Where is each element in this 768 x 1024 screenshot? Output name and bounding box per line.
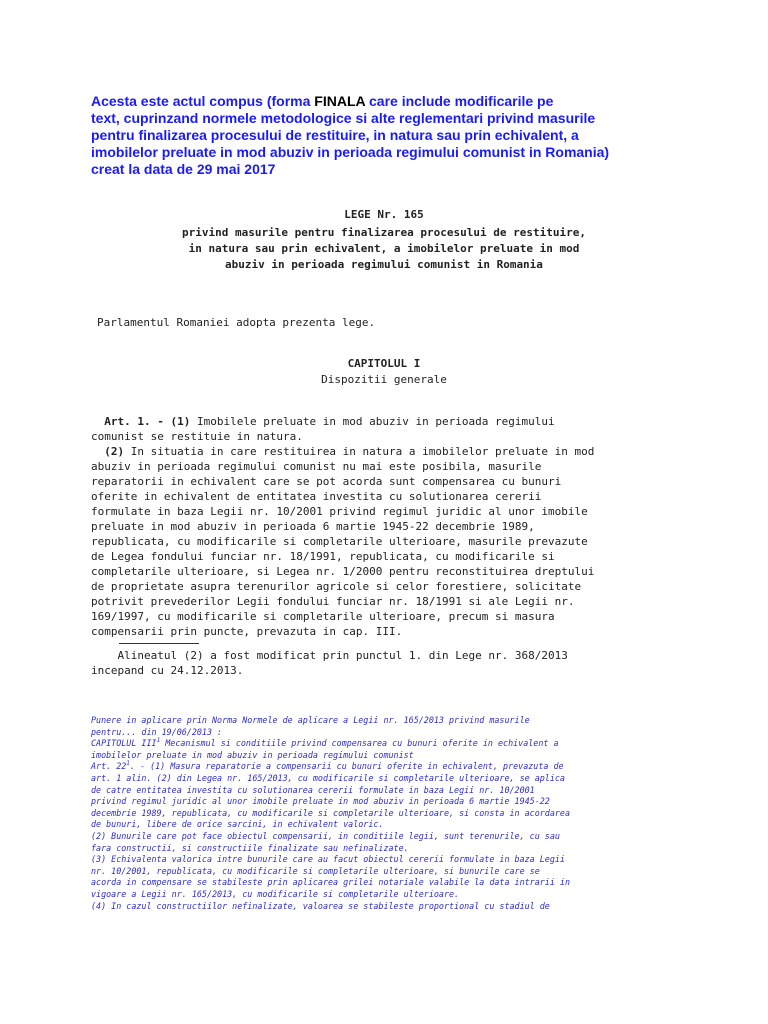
- article-1-label: Art. 1. - (1): [104, 415, 191, 428]
- annex-line: fara constructii, si constructiile finalizate sau nefinalizate.: [91, 842, 409, 853]
- intro-line: creat la data de 29 mai 2017: [91, 161, 276, 177]
- annex-line: decembrie 1989, republicata, cu modificarile si completarile ulterioare, si consta in acordarea: [91, 807, 571, 818]
- annex-article-label: Art. 22: [91, 761, 127, 772]
- annex-article-superscript: 1: [126, 760, 130, 768]
- annex-line: pentru... din 19/06/2013 :: [91, 726, 223, 737]
- law-title: LEGE Nr. 165: [344, 208, 424, 221]
- intro-line: text, cuprinzand normele metodologice si alte reglementari privind masurile: [91, 110, 596, 126]
- annex-line: (3) Echivalenta valorica intre bunurile care au facut obiectul cererii formulate in baza Legii: [91, 854, 565, 865]
- law-subtitle-line: abuziv in perioada regimului comunist in Romania: [225, 258, 543, 271]
- annex-chapter-label: CAPITOLUL III: [91, 738, 157, 749]
- law-subtitle-line: in natura sau prin echivalent, a imobilelor preluate in mod: [188, 242, 580, 255]
- article-1-line: completarile ulterioare, si Legea nr. 1/2000 pentru reconstituirea dreptului: [91, 565, 595, 578]
- paragraph-2-text: In situatia in care restituirea in natura a imobilelor preluate in mod: [124, 445, 595, 458]
- article-1-line: reparatorii in echivalent care se pot acorda sunt compensarea cu bunuri: [91, 475, 562, 488]
- amendment-note-line: incepand cu 24.12.2013.: [91, 664, 244, 677]
- intro-heading: [91, 93, 691, 178]
- annex-line: (4) In cazul constructiilor nefinalizate, valoarea se stabileste proportional cu stadiul de: [91, 900, 550, 911]
- intro-accent-word: FINALA: [314, 93, 366, 109]
- annex-line: imobilelor preluate in mod abuziv in perioada regimului comunist: [91, 749, 414, 760]
- article-1-line: preluate in mod abuziv in perioada 6 martie 1945-22 decembrie 1989,: [91, 520, 535, 533]
- chapter-title: CAPITOLUL I: [347, 357, 421, 370]
- annex-line: Punere in aplicare prin Norma Normele de aplicare a Legii nr. 165/2013 privind masurile: [91, 715, 530, 725]
- article-1-line: oferite in echivalent de entitatea investita cu solutionarea cererii: [91, 490, 542, 503]
- law-preamble: Parlamentul Romaniei adopta prezenta lege.: [97, 316, 376, 329]
- annex-line: de bunuri, libere de orice sarcini, in echivalent valoric.: [91, 819, 384, 830]
- annex-line: nr. 10/2001, republicata, cu modificarile si completarile ulterioare, si bunurile care se: [91, 865, 540, 876]
- article-1-text: Imobilele preluate in mod abuziv in perioada regimului: [190, 415, 555, 428]
- article-1-line: de Legea fondului funciar nr. 18/1991, republicata, cu modificarile si: [91, 550, 555, 563]
- annex-line: [91, 761, 669, 773]
- annex-chapter-text: Mecanismul si conditiile privind compensarea cu bunuri oferite in echivalent a: [160, 738, 559, 749]
- article-1-line: [91, 414, 711, 429]
- footnote-divider: [119, 643, 199, 644]
- article-1-line: 169/1997, cu modificarile si completarile ulterioare, precum si masura: [91, 610, 555, 623]
- annex-line: acorda in compensare se stabileste prin aplicarea grilei notariale valabile la data intrarii in: [91, 877, 571, 888]
- annex-line: vigoare a Legii nr. 165/2013, cu modificarile si completarile ulterioare.: [91, 888, 460, 899]
- amendment-note: [91, 648, 711, 678]
- annex-line: [91, 738, 669, 750]
- annex-line: de catre entitatea investita cu solutionarea cererii formulate in baza Legii nr. 10/2001: [91, 784, 535, 795]
- annex-article-text: . - (1) Masura reparatorie a compensarii cu bunuri oferite in echivalent, prevazuta de: [129, 761, 564, 772]
- article-1-line: de proprietate asupra terenurilor agricole si celor forestiere, solicitate: [91, 580, 582, 593]
- article-1-line: [91, 444, 711, 459]
- intro-line-1-end: care include modificarile pe: [365, 93, 554, 109]
- intro-line-1: [91, 93, 691, 110]
- intro-line: pentru finalizarea procesului de restituire, in natura sau prin echivalent, a: [91, 127, 579, 143]
- article-1-line: formulate in baza Legii nr. 10/2001 privind regimul juridic al unor imobile: [91, 505, 588, 518]
- annex-line: art. 1 alin. (2) din Legea nr. 165/2013, cu modificarile si completarile ulterioare, se aplica: [91, 772, 565, 783]
- article-1: [91, 414, 711, 639]
- annex-line: privind regimul juridic al unor imobile preluate in mod abuziv in perioada 6 martie 1945-22: [91, 796, 550, 807]
- intro-line-1-start: Acesta este actul compus (forma: [91, 93, 315, 109]
- article-1-line: potrivit prevederilor Legii fondului funciar nr. 18/1991 si ale Legii nr.: [91, 595, 575, 608]
- paragraph-2-label: (2): [104, 445, 125, 458]
- law-subtitle-line: privind masurile pentru finalizarea procesului de restituire,: [182, 226, 586, 239]
- chapter-subtitle: Dispozitii generale: [321, 373, 447, 386]
- article-1-line: compensarii prin puncte, prevazuta in cap. III.: [91, 625, 403, 638]
- intro-line: imobilelor preluate in mod abuziv in perioada regimului comunist in Romania): [91, 144, 610, 160]
- law-subtitle: [0, 225, 768, 273]
- article-1-line: comunist se restituie in natura.: [91, 430, 303, 443]
- article-1-line: abuziv in perioada regimului comunist nu mai este posibila, masurile: [91, 460, 542, 473]
- annex-line: (2) Bunurile care pot face obiectul compensarii, in conditiile legii, sunt terenurile, cu sau: [91, 830, 560, 841]
- article-1-line: republicata, cu modificarile si completarile ulterioare, masurile prevazute: [91, 535, 588, 548]
- implementing-norms: [91, 715, 669, 912]
- amendment-note-line: Alineatul (2) a fost modificat prin punctul 1. din Lege nr. 368/2013: [91, 649, 568, 662]
- annex-chapter-superscript: 1: [156, 737, 161, 745]
